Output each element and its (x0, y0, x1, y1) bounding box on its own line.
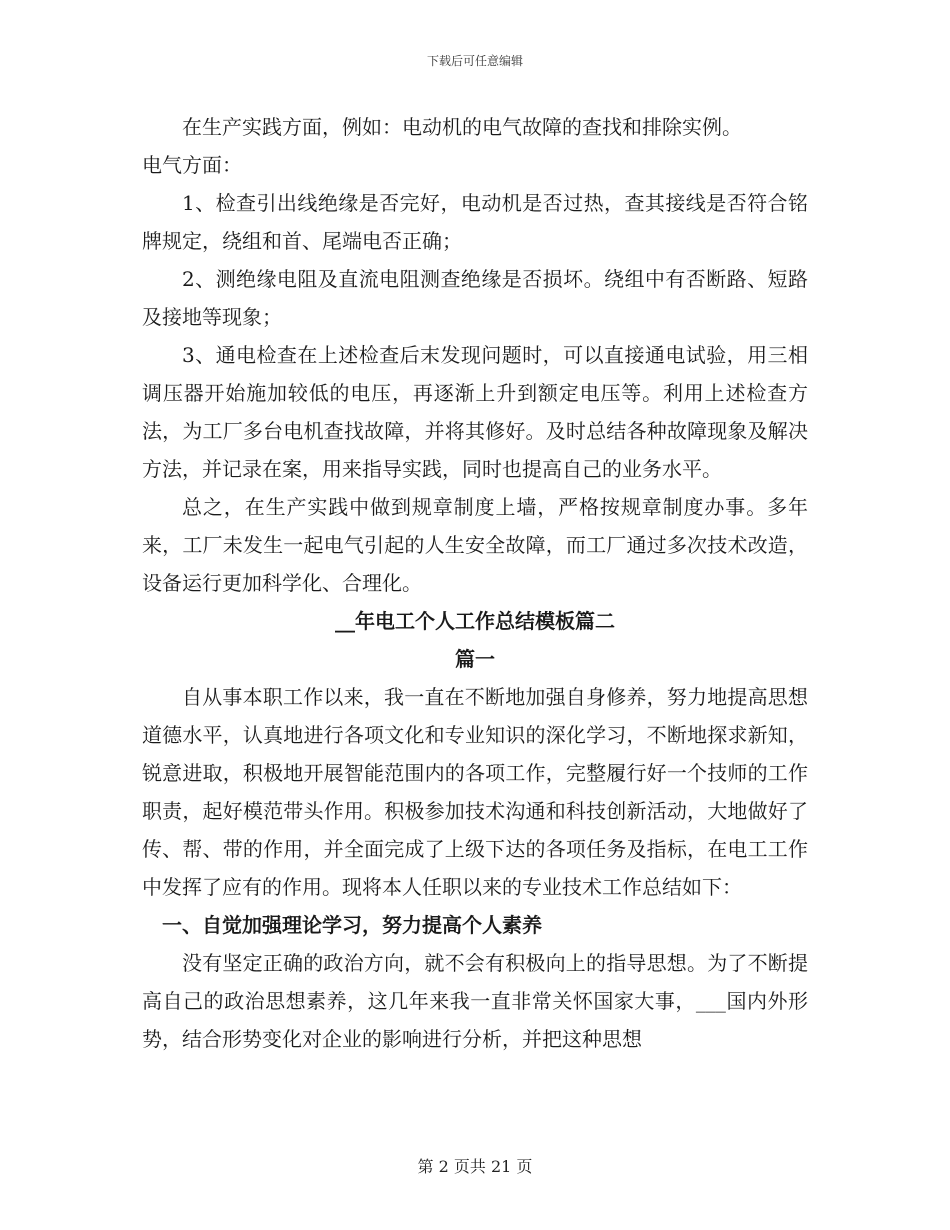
paragraph: 电气方面： (142, 153, 242, 177)
paragraph: 自从事本职工作以来，我一直在不断地加强自身修养，努力地提高思想道德水平，认真地进行各项文化和专业知识的深化学习，不断地探求新知，锐意进取，积极地开展智能范围内的各项工作，完整履行好一个技师的工作职责，起好模范带头作用。积极参加技术沟通和科技创新活动，大地做好了传、帮、带的作用，并全面完成了上级下达的各项任务及指标，在电工工作中发挥了应有的作用。现将本人任职以来的专业技术工作总结如下： (142, 685, 808, 899)
section-heading: 一、自觉加强理论学习，努力提高个人素养 (162, 913, 542, 937)
page-header: 下载后可任意编辑 (426, 54, 523, 68)
paragraph: 2、测绝缘电阻及直流电阻测查绝缘是否损坏。绕组中有否断路、短路及接地等现象； (142, 267, 808, 329)
document-body (142, 108, 808, 1058)
page-footer: 第 2 页共 21 页 (417, 1157, 533, 1176)
paragraph: 1、检查引出线绝缘是否完好，电动机是否过热，查其接线是否符合铭牌规定，绕组和首、尾端电否正确； (142, 191, 808, 253)
paragraph: 3、通电检查在上述检查后末发现问题时，可以直接通电试验，用三相调压器开始施加较低的电压，再逐渐上升到额定电压等。利用上述检查方法，为工厂多台电机查找故障，并将其修好。及时总结各种故障现象及解决方法，并记录在案，用来指导实践，同时也提高自己的业务水平。 (142, 343, 808, 481)
section-subtitle: 篇一 (455, 647, 495, 671)
paragraph: 在生产实践方面，例如：电动机的电气故障的查找和排除实例。 (182, 115, 742, 139)
section-title: __年电工个人工作总结模板篇二 (335, 609, 615, 633)
paragraph: 总之，在生产实践中做到规章制度上墙，严格按规章制度办事。多年来，工厂未发生一起电气引起的人生安全故障，而工厂通过多次技术改造，设备运行更加科学化、合理化。 (142, 495, 808, 595)
paragraph: 没有坚定正确的政治方向，就不会有积极向上的指导思想。为了不断提高自己的政治思想素养，这几年来我一直非常关怀国家大事，___国内外形势，结合形势变化对企业的影响进行分析，并把这种思想 (142, 951, 808, 1051)
